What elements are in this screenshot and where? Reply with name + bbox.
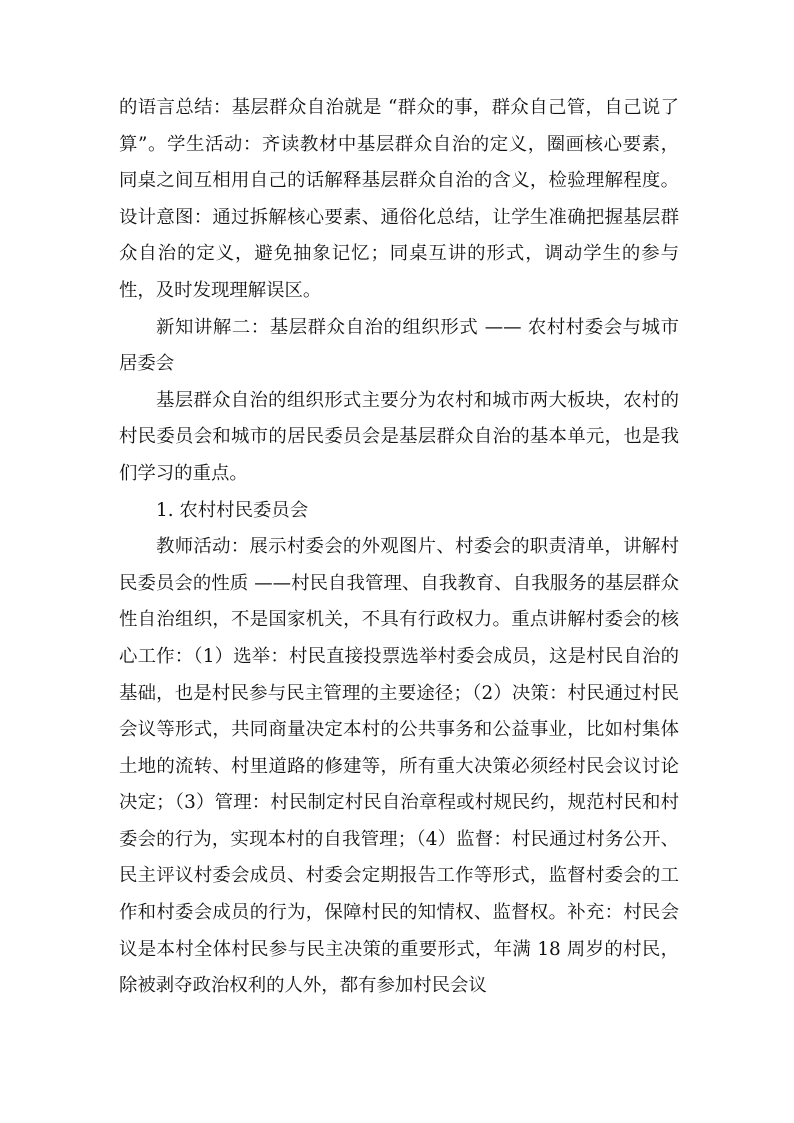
section-heading-organization-forms: 新知讲解二：基层群众自治的组织形式 —— 农村村委会与城市居委会 — [119, 316, 679, 375]
paragraph-summary-continuation: 的语言总结：基层群众自治就是 “群众的事，群众自己管，自己说了算”。学生活动：齐读教材中基层群众自治的定义，圈画核心要素，同桌之间互相用自己的话解释基层群众自治的含义，检验理解程度。设计意图：通过拆解核心要素、通俗化总结，让学生准确把握基层群众自治的定义，避免抽象记忆；同桌互讲的形式，调动学生的参与性，及时发现理解误区。 — [119, 97, 679, 301]
subheading-village-committee: 1. 农村村民委员会 — [156, 499, 309, 521]
paragraph-organization-intro: 基层群众自治的组织形式主要分为农村和城市两大板块，农村的村民委员会和城市的居民委员会是基层群众自治的基本单元，也是我们学习的重点。 — [119, 389, 679, 484]
document-page — [119, 90, 679, 1005]
paragraph-teacher-activity: 教师活动：展示村委会的外观图片、村委会的职责清单，讲解村民委员会的性质 ——村民自我管理、自我教育、自我服务的基层群众性自治组织，不是国家机关，不具有行政权力。重点讲解村委会的核心工作：（1）选举：村民直接投票选举村委会成员，这是村民自治的基础，也是村民参与民主管理的主要途径；（2）决策：村民通过村民会议等形式，共同商量决定本村的公共事务和公益事业，比如村集体土地的流转、村里道路的修建等，所有重大决策必须经村民会议讨论决定；（3）管理：村民制定村民自治章程或村规民约，规范村民和村委会的行为，实现本村的自我管理；（4）监督：村民通过村务公开、民主评议村委会成员、村委会定期报告工作等形式，监督村委会的工作和村委会成员的行为，保障村民的知情权、监督权。补充：村民会议是本村全体村民参与民主决策的重要形式，年满 18 周岁的村民，除被剥夺政治权利的人外，都有参加村民会议 — [119, 536, 679, 997]
